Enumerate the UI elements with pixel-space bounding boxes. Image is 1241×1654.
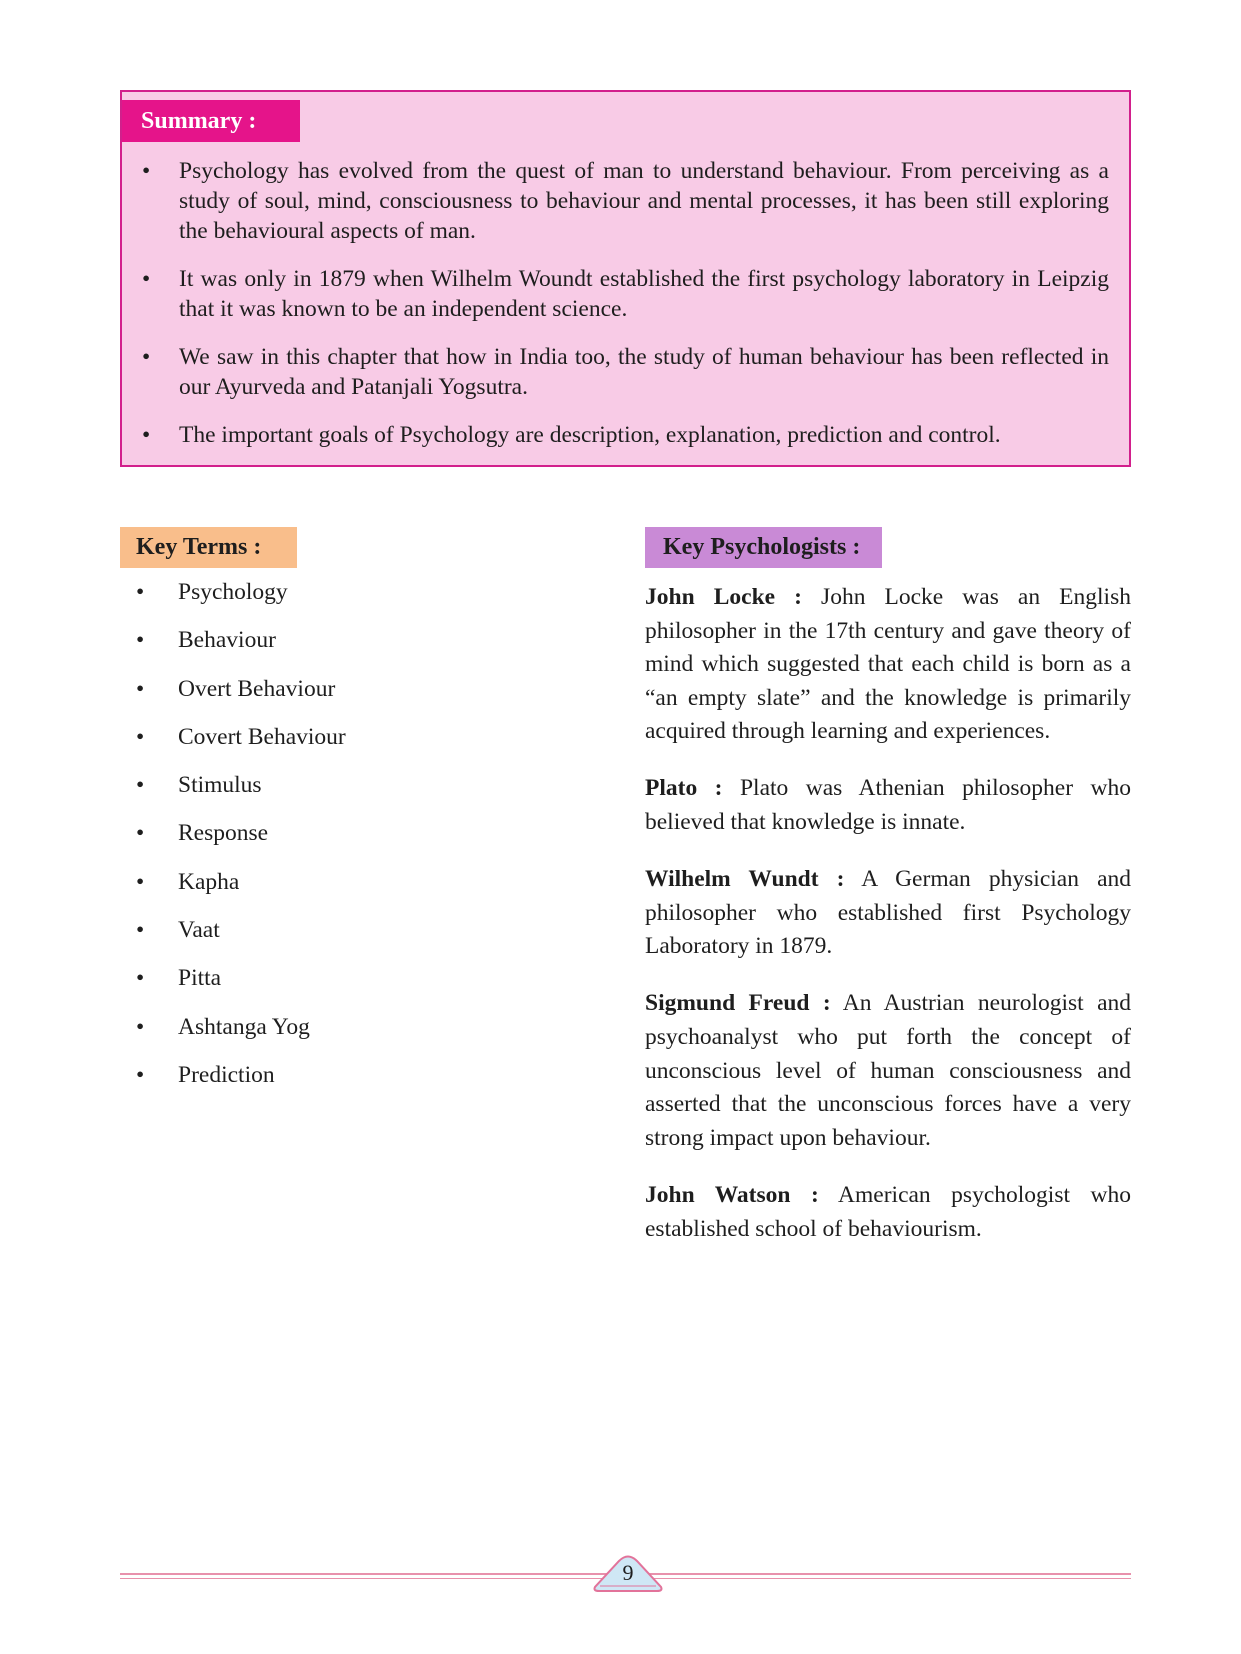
psychologist-entry <box>645 772 1131 839</box>
bullet: • <box>136 820 145 847</box>
summary-box <box>120 90 1131 467</box>
psychologist-name: Sigmund Freud : <box>645 990 831 1017</box>
psychologist-entry <box>645 987 1131 1155</box>
key-term-item: • Response <box>136 820 269 847</box>
psychologist-name: John Locke : <box>645 584 802 610</box>
psychologist-description: An Austrian neurologist and psychoanalyst who put forth the concept of unconscious level of human consciousness and asserted that the unconscious forces have a very strong impact upon behaviour. <box>645 990 1131 1151</box>
bullet: • <box>136 868 145 895</box>
key-term-item: • Covert Behaviour <box>136 723 346 750</box>
psychologist-description: American psychologist who established school of behaviourism. <box>645 1181 1131 1242</box>
bullet: • <box>136 1013 145 1040</box>
psychologist-description: John Locke was an English philosopher in the 17th century and gave theory of mind which suggested that each child is born as a “an empty slate” and the knowledge is primarily acquired through learning and experiences. <box>645 584 1131 745</box>
key-term-item: • Behaviour <box>136 627 276 654</box>
key-psychologists-heading: Key Psychologists : <box>645 527 882 568</box>
summary-heading: Summary : <box>122 100 300 142</box>
key-term-item: • Overt Behaviour <box>136 675 336 702</box>
bullet: • <box>142 266 151 292</box>
key-term-item: • Kapha <box>136 868 240 895</box>
psychologist-description: Plato was Athenian philosopher who believed that knowledge is innate. <box>645 775 1131 836</box>
psychologist-description: A German physician and philosopher who established first Psychology Laboratory in 1879. <box>645 866 1132 960</box>
psychologist-entry <box>645 581 1131 749</box>
summary-list <box>122 156 1129 468</box>
key-term-item: • Prediction <box>136 1061 275 1088</box>
bullet: • <box>136 579 145 605</box>
bullet: • <box>136 675 145 702</box>
summary-item: • The important goals of Psychology are description, explanation, prediction and control. <box>142 422 1001 448</box>
page-number: 9 <box>622 1560 634 1585</box>
key-term-item: • Psychology <box>136 579 288 605</box>
bullet: • <box>136 772 145 799</box>
key-term-item: • Ashtanga Yog <box>136 1013 310 1040</box>
psychologist-name: John Watson : <box>645 1181 819 1208</box>
bullet: • <box>136 723 145 750</box>
psychologist-name: Plato : <box>645 775 723 802</box>
summary-item: • It was only in 1879 when Wilhelm Woundt established the first psychology laboratory in Leipzig that it was known to be an independent science. <box>142 266 1109 322</box>
bullet: • <box>142 158 151 184</box>
key-psychologists-list <box>645 581 1131 1263</box>
psychologist-entry <box>645 1179 1131 1246</box>
key-term-item: • Pitta <box>136 965 222 992</box>
key-term-item: • Stimulus <box>136 772 262 799</box>
bullet: • <box>136 965 145 992</box>
bullet: • <box>142 422 151 448</box>
bullet: • <box>142 344 151 370</box>
bullet: • <box>136 1061 145 1088</box>
psychologist-name: Wilhelm Wundt : <box>645 866 845 893</box>
bullet: • <box>136 627 145 654</box>
key-term-item: • Vaat <box>136 917 220 944</box>
psychologist-entry <box>645 863 1131 964</box>
key-terms-heading: Key Terms : <box>120 527 297 568</box>
key-terms-list <box>120 577 600 1108</box>
bullet: • <box>136 917 145 944</box>
summary-item: • Psychology has evolved from the quest of man to understand behaviour. From perceiving as a study of soul, mind, consciousness to behaviour and mental processes, it has been still exploring the behavioural aspects of man. <box>142 158 1109 244</box>
summary-item: • We saw in this chapter that how in India too, the study of human behaviour has been reflected in our Ayurveda and Patanjali Yogsutra. <box>142 344 1109 400</box>
